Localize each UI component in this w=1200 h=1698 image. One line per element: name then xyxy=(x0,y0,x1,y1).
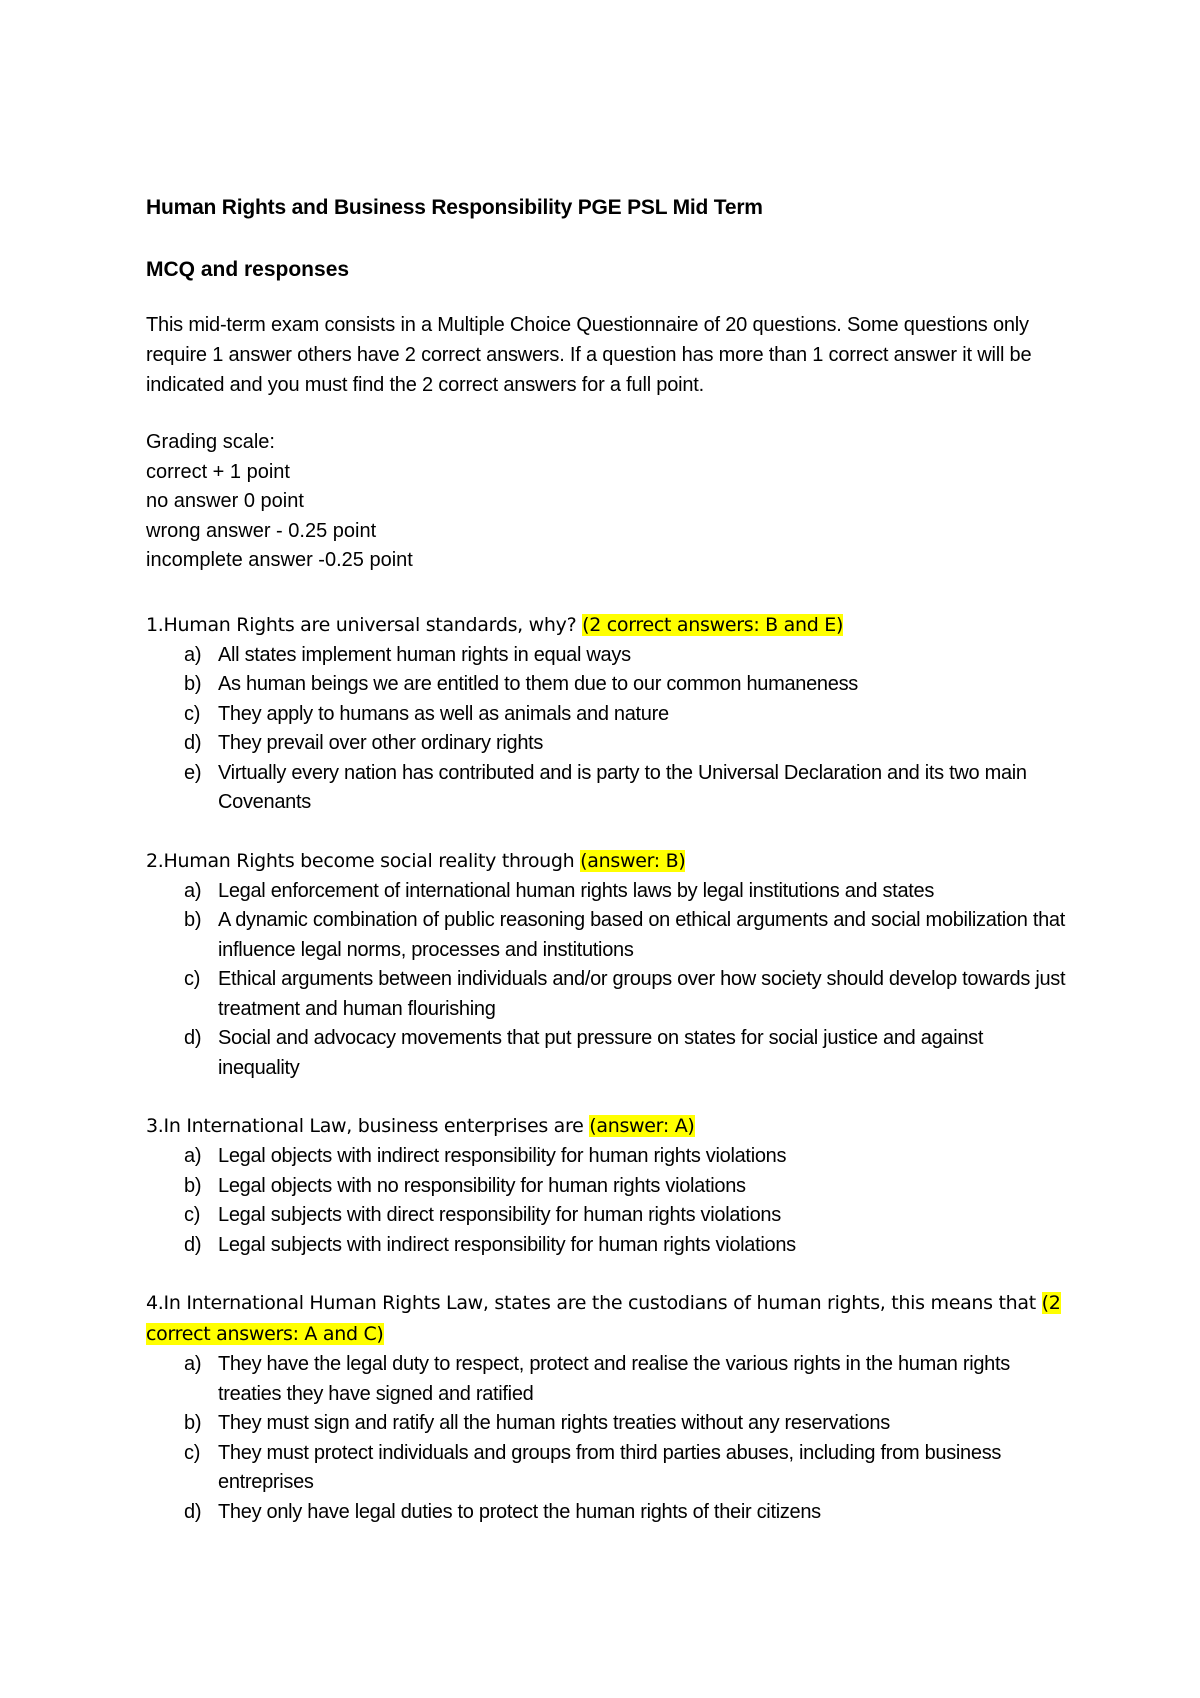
option-text: Social and advocacy movements that put pressure on states for social justice and against inequality xyxy=(218,1027,984,1079)
option-text: As human beings we are entitled to them due to our common humaneness xyxy=(218,673,858,695)
grading-heading: Grading scale: xyxy=(146,431,275,453)
question-2 xyxy=(146,846,1066,1084)
option-text: They only have legal duties to protect the human rights of their citizens xyxy=(218,1500,821,1523)
option-text: They prevail over other ordinary rights xyxy=(218,732,544,754)
grading-line: correct + 1 point xyxy=(146,460,290,483)
question-text: In International Law, business enterprises are xyxy=(163,1115,590,1137)
option-item xyxy=(146,759,1066,818)
question-text: In International Human Rights Law, states are the custodians of human rights, this means that xyxy=(163,1292,1042,1314)
option-item xyxy=(146,1142,1066,1172)
question-1 xyxy=(146,610,1066,818)
option-item xyxy=(146,1024,1066,1083)
option-list xyxy=(146,1142,1066,1260)
option-text: Legal objects with indirect responsibility for human rights violations xyxy=(218,1145,787,1167)
question-number: 2. xyxy=(146,849,164,872)
option-letter: d) xyxy=(184,732,202,754)
question-stem xyxy=(146,846,1066,877)
answer-highlight: (answer: A) xyxy=(589,1115,695,1137)
option-text: They apply to humans as well as animals and nature xyxy=(218,702,669,725)
option-letter: d) xyxy=(184,1500,202,1523)
option-item xyxy=(146,670,1066,700)
option-letter: a) xyxy=(184,879,202,902)
intro-paragraph: This mid-term exam consists in a Multiple Choice Questionnaire of 20 questions. Some questions only require 1 answer others have 2 correct answers. If a question has more than 1 correct answer it will be indicated and you must find the 2 correct answers for a full point. xyxy=(146,314,1032,396)
option-item xyxy=(146,906,1066,965)
option-item xyxy=(146,877,1066,907)
question-3 xyxy=(146,1111,1066,1260)
document-title: Human Rights and Business Responsibility PGE PSL Mid Term xyxy=(146,196,763,219)
option-letter: b) xyxy=(184,673,202,695)
option-text: A dynamic combination of public reasoning based on ethical arguments and social mobilization that influence legal norms, processes and institutions xyxy=(218,909,1065,961)
option-item xyxy=(146,641,1066,671)
question-4 xyxy=(146,1288,1066,1527)
option-item xyxy=(146,1498,1066,1528)
option-letter: a) xyxy=(184,643,202,666)
option-item xyxy=(146,1439,1066,1498)
option-item xyxy=(146,1409,1066,1439)
option-list xyxy=(146,1350,1066,1527)
question-number: 4. xyxy=(146,1292,164,1314)
question-number: 3. xyxy=(146,1115,164,1137)
option-item xyxy=(146,965,1066,1024)
option-item xyxy=(146,729,1066,759)
option-text: They must protect individuals and groups from third parties abuses, including from business entreprises xyxy=(218,1441,1002,1493)
option-text: They have the legal duty to respect, protect and realise the various rights in the human rights treaties they have signed and ratified xyxy=(218,1353,1010,1405)
question-text: Human Rights become social reality through xyxy=(163,849,581,872)
option-letter: d) xyxy=(184,1027,202,1049)
option-text: All states implement human rights in equal ways xyxy=(218,643,631,666)
document-subtitle: MCQ and responses xyxy=(146,258,350,281)
option-letter: c) xyxy=(184,968,201,990)
grading-line: no answer 0 point xyxy=(146,490,304,512)
option-letter: c) xyxy=(184,702,201,725)
question-stem xyxy=(146,610,1066,641)
option-letter: b) xyxy=(184,909,202,931)
grading-line: wrong answer - 0.25 point xyxy=(146,519,377,542)
option-list xyxy=(146,877,1066,1084)
answer-highlight: (2 correct answers: B and E) xyxy=(582,613,844,636)
question-stem xyxy=(146,1288,1066,1350)
option-letter: e) xyxy=(184,761,202,784)
option-item xyxy=(146,1172,1066,1202)
option-text: They must sign and ratify all the human rights treaties without any reservations xyxy=(218,1412,890,1434)
question-text: Human Rights are universal standards, why? xyxy=(163,613,583,636)
option-text: Legal objects with no responsibility for human rights violations xyxy=(218,1174,746,1197)
option-letter: d) xyxy=(184,1233,202,1256)
option-text: Ethical arguments between individuals and/or groups over how society should develop towards just treatment and human flourishing xyxy=(218,968,1066,1020)
option-letter: c) xyxy=(184,1441,201,1464)
option-item xyxy=(146,1350,1066,1409)
option-text: Virtually every nation has contributed and is party to the Universal Declaration and its two main Covenants xyxy=(218,761,1027,813)
grading-scale xyxy=(146,428,1066,576)
option-letter: a) xyxy=(184,1145,202,1167)
option-text: Legal subjects with direct responsibility for human rights violations xyxy=(218,1204,781,1226)
question-number: 1. xyxy=(146,613,164,636)
question-stem xyxy=(146,1111,1066,1142)
option-item xyxy=(146,700,1066,730)
option-text: Legal enforcement of international human rights laws by legal institutions and states xyxy=(218,879,935,902)
grading-line: incomplete answer -0.25 point xyxy=(146,549,413,571)
option-text: Legal subjects with indirect responsibility for human rights violations xyxy=(218,1233,796,1256)
option-item xyxy=(146,1201,1066,1231)
option-item xyxy=(146,1231,1066,1261)
document-page xyxy=(146,188,1066,1527)
answer-highlight: (answer: B) xyxy=(580,849,686,872)
option-letter: b) xyxy=(184,1174,202,1197)
option-letter: c) xyxy=(184,1204,201,1226)
option-letter: b) xyxy=(184,1412,202,1434)
answer-highlight: (2 correct answers: A and C) xyxy=(146,1292,1061,1345)
option-letter: a) xyxy=(184,1353,202,1375)
option-list xyxy=(146,641,1066,818)
